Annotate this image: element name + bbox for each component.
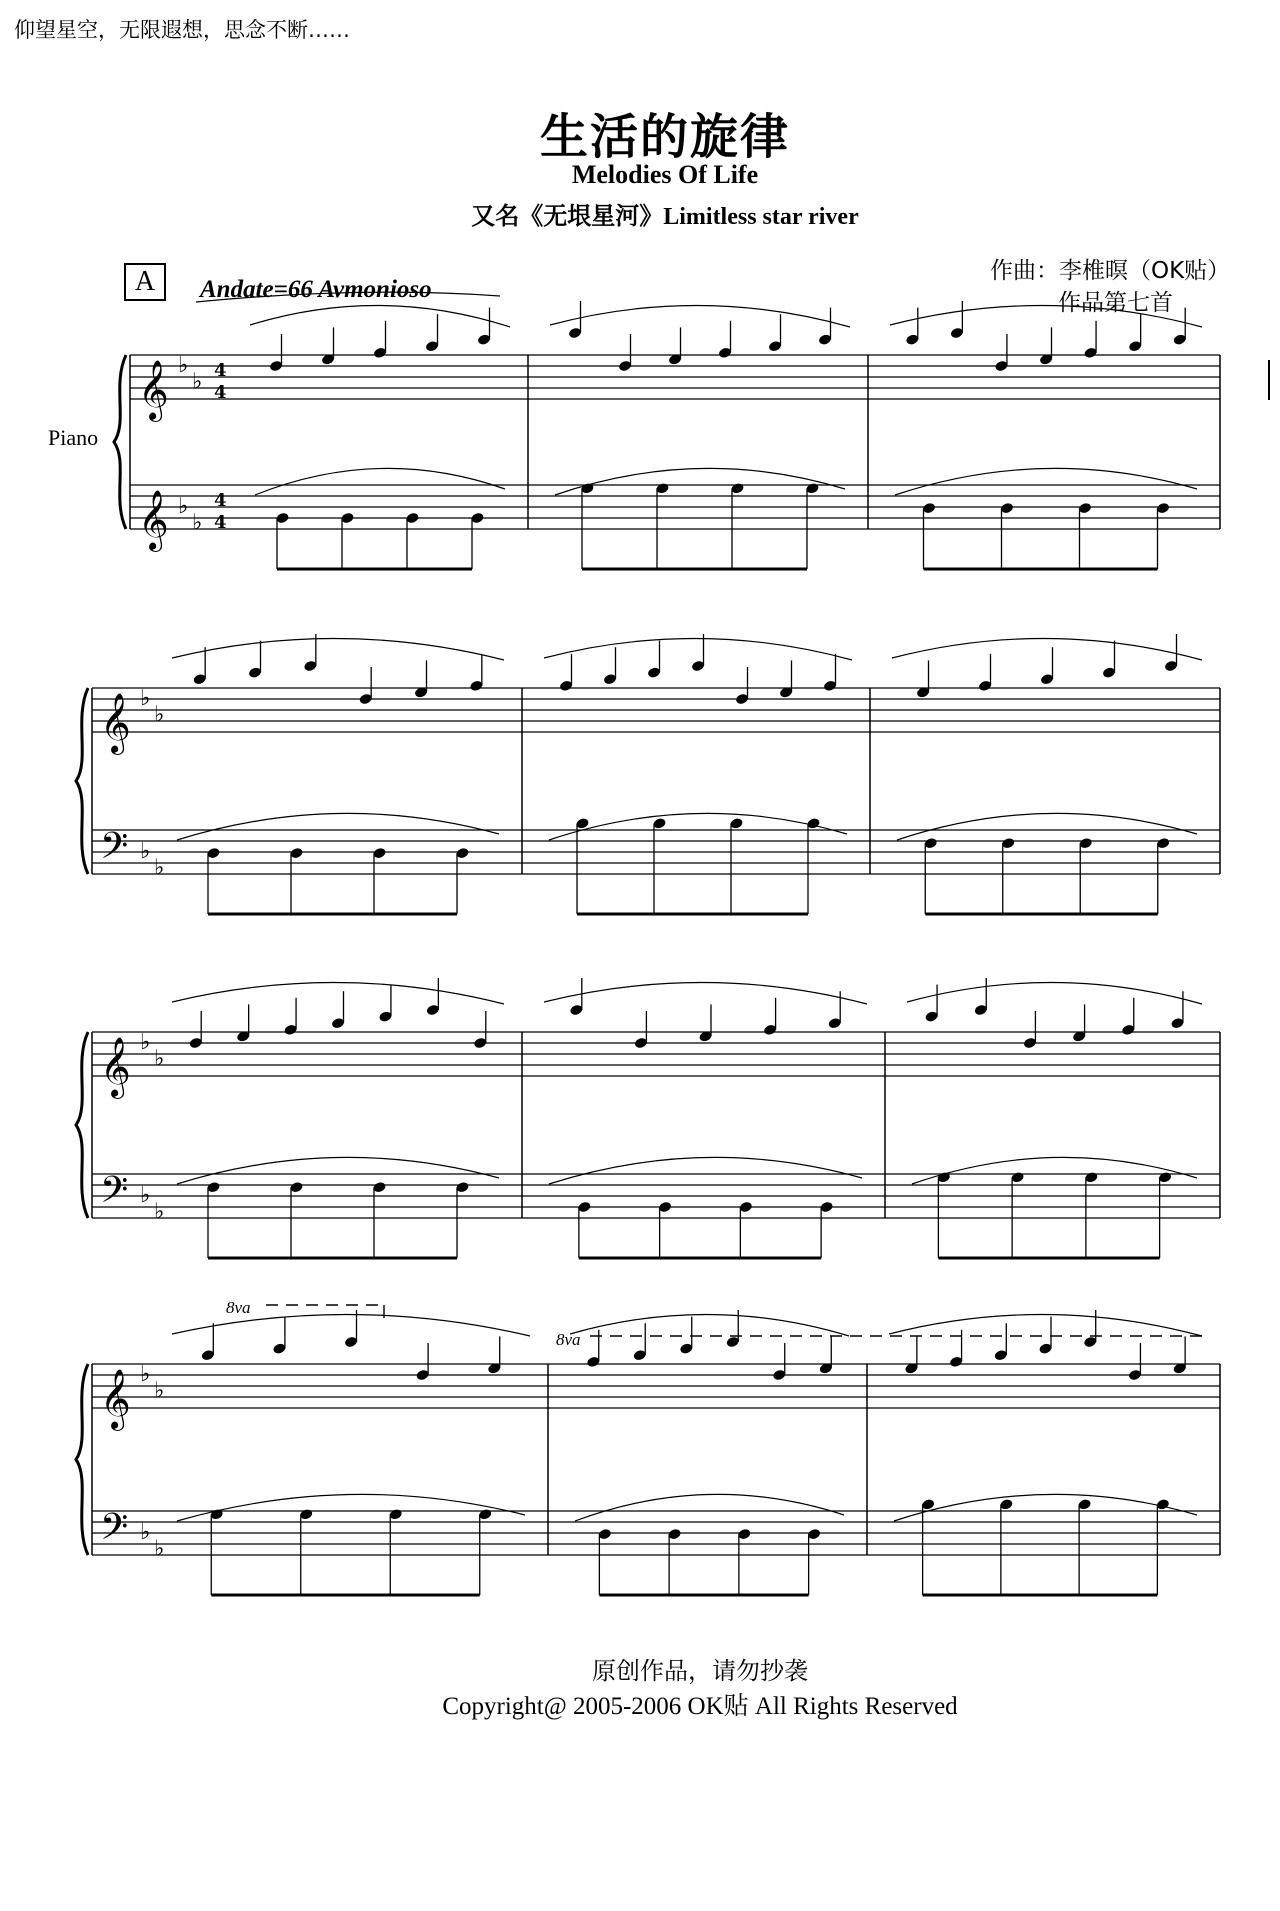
treble-clef-icon: 𝄞 bbox=[138, 360, 169, 420]
slur bbox=[570, 1314, 849, 1336]
slur bbox=[172, 1314, 530, 1336]
ottava-mark: 8va bbox=[556, 1330, 581, 1349]
score-subtitle: Melodies Of Life bbox=[571, 160, 759, 189]
flat-icon: ♭ bbox=[140, 1183, 151, 1208]
flat-icon: ♭ bbox=[178, 494, 189, 519]
slur bbox=[549, 1157, 862, 1184]
treble-clef-icon: 𝄞 bbox=[100, 693, 131, 753]
slur bbox=[550, 305, 850, 327]
slur bbox=[544, 982, 867, 1004]
slur bbox=[549, 813, 847, 840]
slur bbox=[172, 982, 504, 1004]
originality-notice: 原创作品，请勿抄袭 bbox=[592, 1657, 808, 1685]
slur bbox=[177, 1494, 525, 1521]
slur bbox=[897, 813, 1197, 840]
flat-icon: ♭ bbox=[154, 1378, 165, 1404]
treble-clef-icon: 𝄞 bbox=[138, 490, 169, 550]
flat-icon: ♭ bbox=[140, 1520, 151, 1545]
flat-icon: ♭ bbox=[140, 1362, 151, 1387]
slur bbox=[889, 1314, 1202, 1336]
flat-icon: ♭ bbox=[154, 855, 165, 881]
flat-icon: ♭ bbox=[154, 702, 165, 728]
brace bbox=[114, 355, 126, 529]
composer-credit: 作曲：李椎暝（OK贴） bbox=[990, 258, 1231, 284]
slur bbox=[172, 638, 504, 660]
flat-icon: ♭ bbox=[154, 1536, 165, 1562]
flat-icon: ♭ bbox=[140, 686, 151, 711]
slur bbox=[575, 1494, 844, 1521]
flat-icon: ♭ bbox=[154, 1199, 165, 1225]
time-signature: 4 bbox=[214, 490, 227, 511]
opus-number: 作品第七首 bbox=[1058, 290, 1173, 316]
time-signature: 4 bbox=[214, 360, 227, 381]
slur bbox=[177, 813, 499, 840]
treble-clef-icon: 𝄞 bbox=[100, 1037, 131, 1097]
bass-clef-icon: 𝄢 bbox=[100, 1506, 129, 1557]
time-signature: 4 bbox=[214, 382, 227, 403]
flat-icon: ♭ bbox=[140, 839, 151, 864]
copyright-line: Copyright@ 2005-2006 OK贴 All Rights Reserved bbox=[442, 1693, 958, 1720]
rehearsal-mark: A bbox=[124, 263, 166, 301]
flat-icon: ♭ bbox=[192, 510, 203, 536]
instrument-label: Piano bbox=[48, 425, 99, 450]
page-tagline: 仰望星空，无限遐想，思念不断…… bbox=[14, 18, 350, 42]
flat-icon: ♭ bbox=[154, 1046, 165, 1072]
slur bbox=[907, 982, 1202, 1004]
bass-clef-icon: 𝄢 bbox=[100, 825, 129, 876]
slur bbox=[894, 1494, 1197, 1521]
slur bbox=[544, 638, 852, 660]
slur bbox=[177, 1157, 499, 1184]
slur bbox=[890, 305, 1202, 327]
treble-clef-icon: 𝄞 bbox=[100, 1369, 131, 1429]
score-alias: 又名《无垠星河》Limitless star river bbox=[471, 204, 859, 230]
brace bbox=[76, 1364, 88, 1555]
flat-icon: ♭ bbox=[192, 369, 203, 395]
time-signature: 4 bbox=[214, 512, 227, 533]
slur bbox=[912, 1157, 1197, 1184]
slur bbox=[250, 305, 510, 327]
brace bbox=[76, 688, 88, 874]
tempo-marking: Andate=66 Avmonioso bbox=[200, 276, 432, 303]
ottava-mark: 8va bbox=[226, 1298, 251, 1317]
slur bbox=[255, 468, 505, 495]
flat-icon: ♭ bbox=[178, 353, 189, 378]
flat-icon: ♭ bbox=[140, 1030, 151, 1055]
slur bbox=[196, 292, 500, 302]
brace bbox=[76, 1032, 88, 1218]
score-title: 生活的旋律 bbox=[539, 109, 790, 165]
slur bbox=[892, 638, 1202, 660]
slur bbox=[555, 468, 845, 495]
bass-clef-icon: 𝄢 bbox=[100, 1169, 129, 1220]
slur bbox=[895, 468, 1197, 495]
